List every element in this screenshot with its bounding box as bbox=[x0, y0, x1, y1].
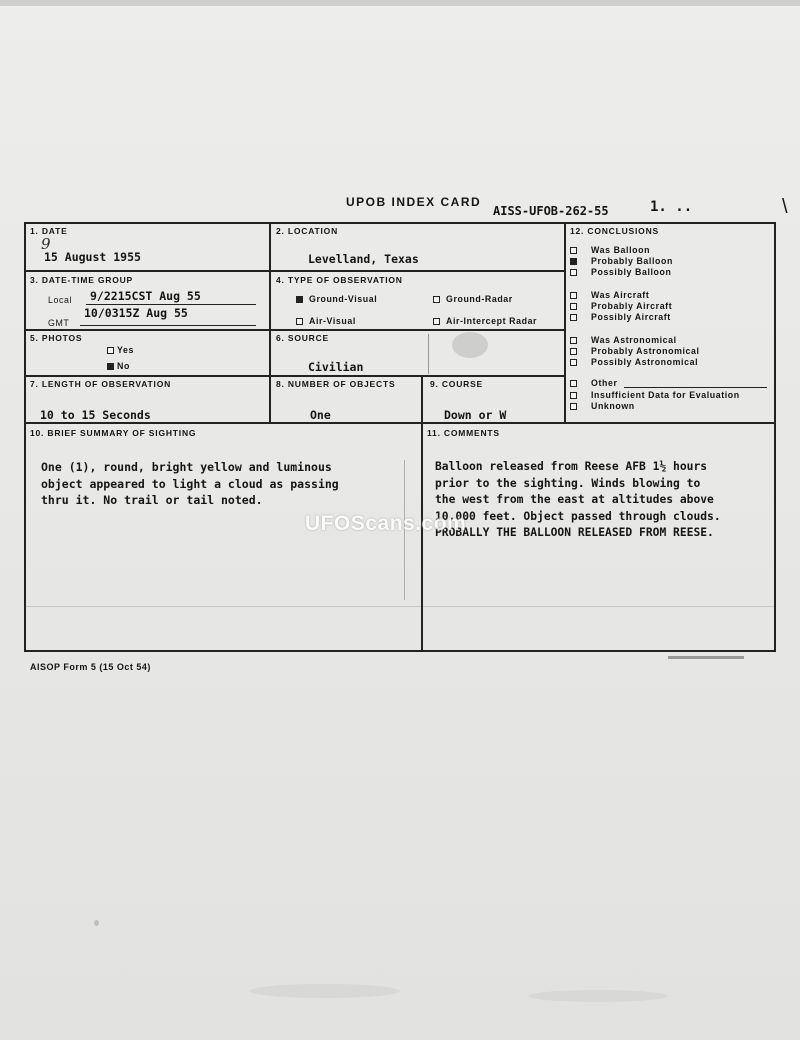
frame-bottom bbox=[24, 650, 776, 652]
divider-col-conclusions bbox=[564, 222, 566, 424]
scan-edge bbox=[0, 0, 800, 6]
other-checkbox bbox=[570, 380, 577, 387]
location-label: 2. LOCATION bbox=[276, 226, 339, 236]
comments-text bbox=[435, 459, 721, 542]
watermark-text: UFOScans.com bbox=[305, 512, 467, 535]
comments-line: 10,000 feet. Object passed through clouds. bbox=[435, 509, 721, 523]
gmt-time-label: GMT bbox=[48, 318, 70, 328]
insufficient-data-checkbox bbox=[570, 392, 577, 399]
unknown-checkbox bbox=[570, 403, 577, 410]
probably-aircraft-checkbox bbox=[570, 303, 577, 310]
possibly-astronomical-checkbox bbox=[570, 359, 577, 366]
frame-top bbox=[24, 222, 776, 224]
comments-line: the west from the east at altitudes above bbox=[435, 493, 714, 506]
number-of-objects-label: 8. NUMBER OF OBJECTS bbox=[276, 379, 396, 389]
brief-summary-label: 10. BRIEF SUMMARY OF SIGHTING bbox=[30, 428, 197, 438]
was-balloon-checkbox bbox=[570, 247, 577, 254]
probably-astronomical-checkbox bbox=[570, 348, 577, 355]
gmt-time-value: 10/0315Z Aug 55 bbox=[84, 306, 188, 320]
air-visual-checkbox bbox=[296, 318, 303, 325]
conclusions-label: 12. CONCLUSIONS bbox=[570, 226, 659, 236]
photos-label: 5. PHOTOS bbox=[30, 333, 83, 343]
date-time-group-label: 3. DATE-TIME GROUP bbox=[30, 275, 134, 285]
location-value: Levelland, Texas bbox=[308, 252, 419, 266]
air-intercept-radar-label: Air-Intercept Radar bbox=[446, 316, 538, 326]
probably-balloon-checkbox bbox=[570, 258, 577, 265]
brief-summary-line: thru it. No trail or tail noted. bbox=[41, 493, 263, 507]
was-aircraft-label: Was Aircraft bbox=[591, 290, 650, 300]
other-underline bbox=[624, 387, 767, 388]
was-astronomical-checkbox bbox=[570, 337, 577, 344]
probably-aircraft-label: Probably Aircraft bbox=[591, 301, 673, 311]
brief-summary-text bbox=[41, 459, 339, 509]
ground-radar-checkbox bbox=[433, 296, 440, 303]
possibly-astronomical-label: Possibly Astronomical bbox=[591, 357, 699, 367]
type-of-observation-label: 4. TYPE OF OBSERVATION bbox=[276, 275, 403, 285]
air-intercept-radar-checkbox bbox=[433, 318, 440, 325]
local-time-value: 9/2215CST Aug 55 bbox=[90, 289, 201, 303]
photos-no-checkbox bbox=[107, 363, 114, 370]
ground-visual-checkbox bbox=[296, 296, 303, 303]
index-card-form bbox=[24, 222, 776, 652]
ground-radar-label: Ground-Radar bbox=[446, 294, 513, 304]
course-value: Down or W bbox=[444, 408, 507, 422]
comments-line: prior to the sighting. Winds blowing to bbox=[435, 476, 701, 490]
possibly-aircraft-label: Possibly Aircraft bbox=[591, 312, 671, 322]
source-label: 6. SOURCE bbox=[276, 333, 330, 343]
was-balloon-label: Was Balloon bbox=[591, 245, 651, 255]
local-time-label: Local bbox=[48, 295, 73, 305]
date-value: 15 August 1955 bbox=[44, 250, 141, 264]
insufficient-data-label: Insufficient Data for Evaluation bbox=[591, 390, 740, 400]
date-label: 1. DATE bbox=[30, 226, 68, 236]
source-value: Civilian bbox=[308, 360, 364, 374]
scan-shadow bbox=[528, 990, 668, 1002]
brief-summary-line: One (1), round, bright yellow and luminous bbox=[41, 460, 332, 474]
photos-yes-checkbox bbox=[107, 347, 114, 354]
form-number: AISOP Form 5 (15 Oct 54) bbox=[30, 662, 151, 672]
scan-smudge bbox=[452, 332, 488, 358]
corner-pen-mark: \ bbox=[782, 196, 788, 218]
card-title: UPOB INDEX CARD bbox=[346, 195, 482, 209]
course-label: 9. COURSE bbox=[430, 379, 484, 389]
length-of-observation-value: 10 to 15 Seconds bbox=[40, 408, 151, 422]
number-of-objects-value: One bbox=[310, 408, 331, 422]
pen-stroke bbox=[428, 334, 429, 374]
card-id: AISS-UFOB-262-55 bbox=[493, 204, 609, 218]
fold-crease bbox=[24, 606, 774, 607]
photos-yes-label: Yes bbox=[117, 345, 134, 355]
date-handwritten-correction: 9 bbox=[41, 235, 51, 253]
air-visual-label: Air-Visual bbox=[309, 316, 356, 326]
row-rule-3 bbox=[24, 375, 566, 377]
scan-speck bbox=[94, 920, 99, 926]
unknown-label: Unknown bbox=[591, 401, 635, 411]
probably-balloon-label: Probably Balloon bbox=[591, 256, 673, 266]
ground-visual-label: Ground-Visual bbox=[309, 294, 378, 304]
comments-line: Balloon released from Reese AFB 1½ hours bbox=[435, 460, 708, 473]
photos-no-label: No bbox=[117, 361, 130, 371]
row-rule-1 bbox=[24, 270, 566, 272]
row-rule-2 bbox=[24, 329, 566, 331]
other-label: Other bbox=[591, 378, 618, 388]
frame-left bbox=[24, 222, 26, 652]
probably-astronomical-label: Probably Astronomical bbox=[591, 346, 700, 356]
was-astronomical-label: Was Astronomical bbox=[591, 335, 677, 345]
comments-line: PROBALLY THE BALLOON RELEASED FROM REESE. bbox=[435, 526, 714, 539]
was-aircraft-checkbox bbox=[570, 292, 577, 299]
printer-mark bbox=[668, 656, 744, 659]
local-time-underline bbox=[86, 304, 256, 305]
brief-summary-line: object appeared to light a cloud as passing bbox=[41, 476, 339, 491]
possibly-balloon-checkbox bbox=[570, 269, 577, 276]
possibly-balloon-label: Possibly Balloon bbox=[591, 267, 672, 277]
divider-col-1 bbox=[269, 222, 271, 424]
comments-label: 11. COMMENTS bbox=[427, 428, 500, 438]
scan-shadow bbox=[250, 984, 400, 998]
card-mark: 1. .. bbox=[650, 199, 693, 215]
frame-right bbox=[774, 222, 776, 652]
length-of-observation-label: 7. LENGTH OF OBSERVATION bbox=[30, 379, 172, 389]
row-rule-4 bbox=[24, 422, 776, 424]
possibly-aircraft-checkbox bbox=[570, 314, 577, 321]
gmt-time-underline bbox=[80, 325, 256, 326]
